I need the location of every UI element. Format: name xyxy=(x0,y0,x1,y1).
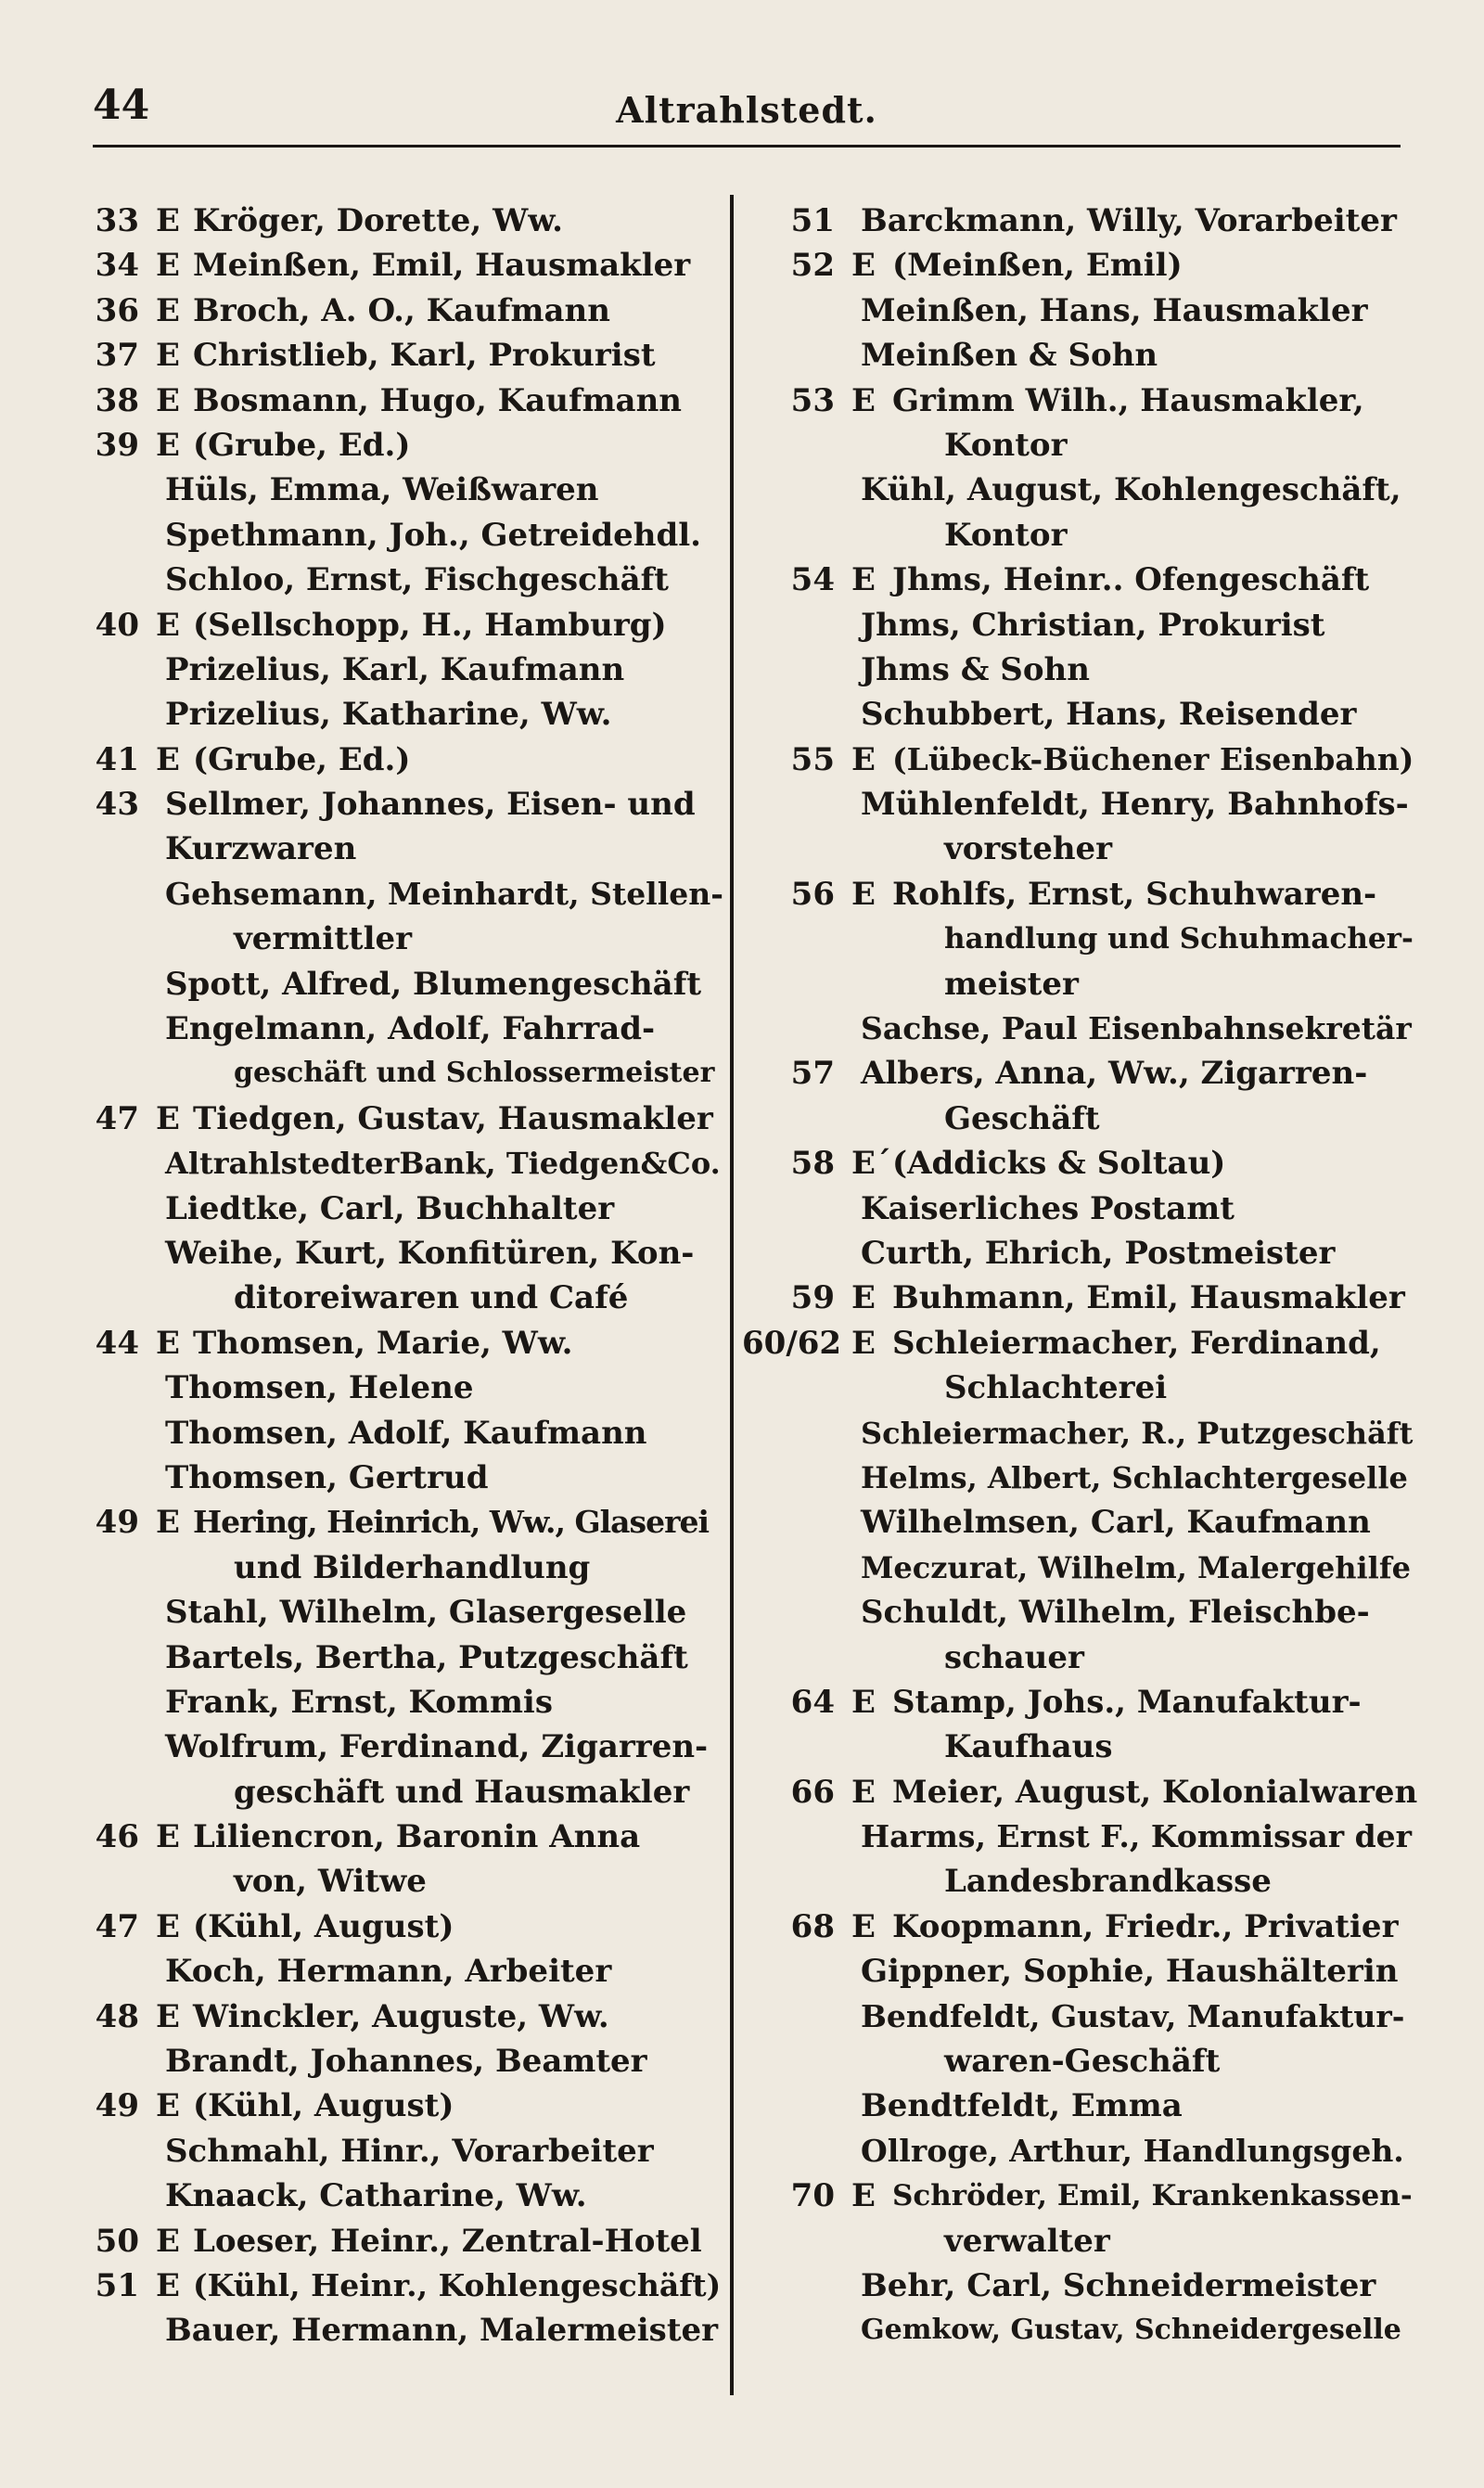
entry-text: Sachse, Paul Eisenbahnsekretär xyxy=(861,1010,1412,1047)
entry-text: handlung und Schuhmacher- xyxy=(944,922,1414,956)
entry-text: Schloo, Ernst, Fischgeschäft xyxy=(165,561,669,599)
entry-text: Wolfrum, Ferdinand, Zigarren- xyxy=(165,1728,709,1766)
directory-entry xyxy=(83,1500,723,1545)
entry-text: geschäft und Schlossermeister xyxy=(234,1057,715,1090)
house-number: 49 xyxy=(95,1504,139,1542)
entry-text: Behr, Carl, Schneidermeister xyxy=(861,2266,1376,2304)
directory-entry xyxy=(83,872,723,917)
owner-marker: E xyxy=(156,1504,180,1542)
entry-text: Schleiermacher, Ferdinand, xyxy=(892,1324,1381,1362)
directory-entry xyxy=(742,1051,1419,1096)
entry-text: Koopmann, Friedr., Privatier xyxy=(892,1907,1399,1945)
entry-text: Thomsen, Marie, Ww. xyxy=(193,1324,573,1362)
entry-text: Sellmer, Johannes, Eisen- und xyxy=(165,786,696,824)
entry-text: Kaiserliches Postamt xyxy=(861,1189,1235,1227)
owner-marker: E xyxy=(156,2087,180,2125)
directory-entry xyxy=(742,1186,1419,1231)
entry-text: Thomsen, Gertrud xyxy=(165,1458,489,1496)
owner-marker: E xyxy=(156,2266,180,2304)
entry-text: Schlachterei xyxy=(944,1369,1168,1407)
directory-entry xyxy=(742,1859,1419,1904)
entry-text: Liliencron, Baronin Anna xyxy=(193,1818,641,1856)
house-number: 49 xyxy=(95,2087,139,2125)
directory-entry xyxy=(742,243,1419,288)
directory-entry xyxy=(742,737,1419,782)
entry-text: (Kühl, August) xyxy=(193,1907,454,1945)
house-number: 37 xyxy=(95,337,139,375)
directory-entry xyxy=(742,1770,1419,1815)
entry-text: Meinßen & Sohn xyxy=(861,337,1158,375)
entry-text: Bendfeldt, Gustav, Manufaktur- xyxy=(861,1997,1405,2034)
entry-text: (Grube, Ed.) xyxy=(193,740,411,778)
entry-text: Weihe, Kurt, Konfitüren, Kon- xyxy=(165,1234,695,1272)
entry-text: Jhms & Sohn xyxy=(861,650,1090,688)
house-number: 53 xyxy=(790,381,835,419)
directory-entry xyxy=(742,1097,1419,1141)
house-number: 66 xyxy=(790,1773,835,1811)
directory-entry xyxy=(83,2084,723,2128)
house-number: 33 xyxy=(95,202,139,239)
house-number: 57 xyxy=(790,1055,835,1093)
directory-entry xyxy=(83,1141,723,1186)
entry-text: Mühlenfeldt, Henry, Bahnhofs- xyxy=(861,786,1409,824)
entry-text: AltrahlstedterBank, Tiedgen&Co. xyxy=(165,1146,721,1182)
directory-entry xyxy=(742,1545,1419,1590)
entry-text: Spethmann, Joh., Getreidehdl. xyxy=(165,516,701,554)
entry-text: vorsteher xyxy=(944,830,1113,868)
entry-text: Schmahl, Hinr., Vorarbeiter xyxy=(165,2132,654,2170)
entry-text: Gemkow, Gustav, Schneidergeselle xyxy=(861,2314,1401,2347)
entry-text: Barckmann, Willy, Vorarbeiter xyxy=(861,202,1397,239)
directory-entry xyxy=(742,692,1419,737)
entry-text: Geschäft xyxy=(944,1099,1100,1137)
directory-entry xyxy=(742,782,1419,827)
directory-entry xyxy=(742,872,1419,917)
entry-text: Stahl, Wilhelm, Glasergeselle xyxy=(165,1594,687,1632)
directory-entry xyxy=(742,378,1419,423)
owner-marker: E xyxy=(851,381,876,419)
directory-entry xyxy=(83,378,723,423)
house-number: 52 xyxy=(790,247,835,285)
directory-entry xyxy=(83,1366,723,1410)
entry-text: Schubbert, Hans, Reisender xyxy=(861,696,1357,734)
owner-marker: E xyxy=(156,202,180,239)
owner-marker: E xyxy=(851,1907,876,1945)
directory-entry xyxy=(83,603,723,648)
directory-entry xyxy=(83,1456,723,1500)
entry-text: (Kühl, Heinr., Kohlengeschäft) xyxy=(193,2266,722,2303)
directory-entry xyxy=(742,2084,1419,2128)
directory-entry xyxy=(742,468,1419,512)
directory-entry xyxy=(83,289,723,333)
directory-entry xyxy=(83,737,723,782)
directory-entry xyxy=(83,333,723,378)
entry-text: Meinßen, Emil, Hausmakler xyxy=(193,247,691,285)
house-number: 54 xyxy=(790,561,835,599)
directory-entry xyxy=(742,333,1419,378)
house-number: 41 xyxy=(95,740,139,778)
directory-entry xyxy=(83,1949,723,1994)
entry-text: Grimm Wilh., Hausmakler, xyxy=(892,381,1364,419)
owner-marker: E xyxy=(156,1997,180,2035)
directory-entry xyxy=(83,1994,723,2039)
right-column xyxy=(742,199,1419,2353)
owner-marker: E xyxy=(156,606,180,644)
directory-entry xyxy=(83,1904,723,1949)
directory-entry xyxy=(83,468,723,512)
entry-text: Albers, Anna, Ww., Zigarren- xyxy=(861,1055,1368,1093)
house-number: 60/62 xyxy=(742,1324,842,1362)
directory-entry xyxy=(742,2219,1419,2264)
left-column xyxy=(83,199,723,2353)
directory-entry xyxy=(83,962,723,1007)
entry-text: Spott, Alfred, Blumengeschäft xyxy=(165,965,702,1003)
entry-text: Bauer, Hermann, Malermeister xyxy=(165,2312,719,2350)
directory-entry xyxy=(742,603,1419,648)
owner-marker: E xyxy=(851,1773,876,1811)
directory-entry xyxy=(83,782,723,827)
directory-entry xyxy=(83,1051,723,1096)
directory-entry xyxy=(83,1231,723,1276)
entry-text: Landesbrandkasse xyxy=(944,1863,1272,1901)
directory-entry xyxy=(742,1411,1419,1456)
entry-text: Wilhelmsen, Carl, Kaufmann xyxy=(861,1504,1371,1542)
owner-marker: E xyxy=(156,1099,180,1137)
entry-text: (Grube, Ed.) xyxy=(193,426,411,464)
house-number: 64 xyxy=(790,1683,835,1721)
entry-text: Kaufhaus xyxy=(944,1728,1113,1766)
house-number: 55 xyxy=(790,740,835,778)
directory-entry xyxy=(742,2129,1419,2174)
directory-entry xyxy=(742,2174,1419,2218)
directory-entry xyxy=(83,1635,723,1680)
owner-marker: E xyxy=(156,337,180,375)
owner-marker: E xyxy=(156,426,180,464)
entry-text: waren-Geschäft xyxy=(944,2043,1221,2081)
entry-text: vermittler xyxy=(234,920,413,958)
entry-text: Brandt, Johannes, Beamter xyxy=(165,2043,647,2081)
directory-entry xyxy=(83,1680,723,1725)
directory-entry xyxy=(742,1949,1419,1994)
directory-entry xyxy=(83,1007,723,1051)
directory-entry xyxy=(742,1321,1419,1366)
entry-text: Bendtfeldt, Emma xyxy=(861,2087,1183,2125)
entry-text: schauer xyxy=(944,1638,1084,1676)
owner-marker: E xyxy=(156,291,180,329)
directory-entry xyxy=(742,648,1419,692)
entry-text: Schuldt, Wilhelm, Fleischbe- xyxy=(861,1594,1370,1632)
directory-entry xyxy=(83,1815,723,1859)
owner-marker: E xyxy=(851,740,876,778)
entry-text: ditoreiwaren und Café xyxy=(234,1279,629,1317)
owner-marker: E xyxy=(851,1683,876,1721)
entry-text: Buhmann, Emil, Hausmakler xyxy=(892,1279,1405,1317)
directory-entry xyxy=(742,1007,1419,1051)
entry-text: Meier, August, Kolonialwaren xyxy=(892,1773,1418,1811)
entry-text: Kühl, August, Kohlengeschäft, xyxy=(861,471,1401,509)
house-number: 43 xyxy=(95,786,139,824)
directory-entry xyxy=(83,1725,723,1769)
directory-entry xyxy=(742,289,1419,333)
directory-entry xyxy=(742,962,1419,1007)
owner-marker: E xyxy=(156,381,180,419)
entry-text: (Kühl, August) xyxy=(193,2087,454,2125)
directory-entry xyxy=(83,199,723,243)
directory-entry xyxy=(742,1994,1419,2039)
entry-text: Schröder, Emil, Krankenkassen- xyxy=(892,2179,1413,2213)
entry-text: Gehsemann, Meinhardt, Stellen- xyxy=(165,875,723,912)
entry-text: Winckler, Auguste, Ww. xyxy=(193,1997,609,2035)
directory-entry xyxy=(742,1815,1419,1859)
owner-marker: E xyxy=(156,2222,180,2260)
entry-text: Bosmann, Hugo, Kaufmann xyxy=(193,381,683,419)
page-header xyxy=(93,80,1401,147)
directory-entry xyxy=(83,2219,723,2264)
directory-entry xyxy=(83,243,723,288)
entry-text: Kontor xyxy=(944,516,1068,554)
owner-marker: E xyxy=(851,1324,876,1362)
directory-entry xyxy=(83,1770,723,1815)
directory-entry xyxy=(83,1321,723,1366)
entry-text: Kurzwaren xyxy=(165,830,357,868)
entry-text: geschäft und Hausmakler xyxy=(234,1773,690,1811)
entry-text: (Lübeck-Büchener Eisenbahn) xyxy=(892,740,1414,777)
entry-text: von, Witwe xyxy=(234,1863,427,1901)
directory-entry xyxy=(83,1859,723,1904)
entry-text: Frank, Ernst, Kommis xyxy=(165,1683,553,1721)
entry-text: Meinßen, Hans, Hausmakler xyxy=(861,291,1368,329)
directory-entry xyxy=(742,2308,1419,2353)
owner-marker: E xyxy=(156,247,180,285)
directory-entry xyxy=(742,199,1419,243)
directory-entry xyxy=(742,2039,1419,2084)
house-number: 68 xyxy=(790,1907,835,1945)
entry-text: Jhms, Heinr.. Ofengeschäft xyxy=(892,561,1370,599)
directory-entry xyxy=(742,2264,1419,2308)
directory-entry xyxy=(83,917,723,961)
directory-entry xyxy=(742,558,1419,602)
directory-entry xyxy=(83,1590,723,1635)
house-number: 39 xyxy=(95,426,139,464)
entry-text: Christlieb, Karl, Prokurist xyxy=(193,337,656,375)
directory-entry xyxy=(83,1186,723,1231)
page-title: Altrahlstedt. xyxy=(616,89,877,131)
entry-text: Hüls, Emma, Weißwaren xyxy=(165,471,599,509)
entry-text: Curth, Ehrich, Postmeister xyxy=(861,1234,1336,1272)
entry-text: Broch, A. O., Kaufmann xyxy=(193,291,610,329)
entry-text: Engelmann, Adolf, Fahrrad- xyxy=(165,1010,656,1048)
entry-text: Stamp, Johs., Manufaktur- xyxy=(892,1683,1362,1721)
column-divider xyxy=(730,195,734,2395)
entry-text: Rohlfs, Ernst, Schuhwaren- xyxy=(892,875,1377,913)
directory-entry xyxy=(83,513,723,558)
entry-text: (Addicks & Soltau) xyxy=(892,1145,1226,1183)
house-number: 36 xyxy=(95,291,139,329)
directory-entry xyxy=(742,423,1419,468)
directory-entry xyxy=(83,2039,723,2084)
house-number: 38 xyxy=(95,381,139,419)
directory-entry xyxy=(83,648,723,692)
entry-text: Thomsen, Adolf, Kaufmann xyxy=(165,1414,647,1452)
directory-entry xyxy=(83,1097,723,1141)
owner-marker: E xyxy=(156,740,180,778)
directory-entry xyxy=(742,1141,1419,1186)
entry-text: und Bilderhandlung xyxy=(234,1548,591,1586)
entry-text: Prizelius, Karl, Kaufmann xyxy=(165,650,625,688)
owner-marker: E xyxy=(851,2177,876,2215)
directory-entry xyxy=(742,1904,1419,1949)
directory-entry xyxy=(83,2308,723,2353)
directory-entry xyxy=(742,1366,1419,1410)
directory-entry xyxy=(742,917,1419,961)
directory-entry xyxy=(83,2264,723,2308)
house-number: 34 xyxy=(95,247,139,285)
entry-text: Meczurat, Wilhelm, Malergehilfe xyxy=(861,1549,1411,1585)
house-number: 47 xyxy=(95,1099,139,1137)
entry-text: (Meinßen, Emil) xyxy=(892,247,1183,285)
entry-text: Knaack, Catharine, Ww. xyxy=(165,2177,587,2215)
owner-marker: E xyxy=(156,1818,180,1856)
directory-entry xyxy=(83,558,723,602)
owner-marker: E xyxy=(851,875,876,913)
entry-text: Schleiermacher, R., Putzgeschäft xyxy=(861,1415,1414,1451)
directory-entry xyxy=(83,2129,723,2174)
entry-text: Jhms, Christian, Prokurist xyxy=(861,606,1325,644)
entry-text: Helms, Albert, Schlachtergeselle xyxy=(861,1459,1408,1495)
directory-entry xyxy=(83,423,723,468)
house-number: 70 xyxy=(790,2177,835,2215)
entry-text: (Sellschopp, H., Hamburg) xyxy=(193,606,667,644)
entry-text: Prizelius, Katharine, Ww. xyxy=(165,696,612,734)
directory-entry xyxy=(742,1276,1419,1320)
directory-entry xyxy=(742,1680,1419,1725)
entry-text: Kröger, Dorette, Ww. xyxy=(193,202,563,239)
house-number: 46 xyxy=(95,1818,139,1856)
directory-entry xyxy=(83,1276,723,1320)
owner-marker: E xyxy=(851,1279,876,1317)
entry-text: Tiedgen, Gustav, Hausmakler xyxy=(193,1099,713,1137)
directory-entry xyxy=(742,1456,1419,1500)
house-number: 48 xyxy=(95,1997,139,2035)
house-number: 56 xyxy=(790,875,835,913)
entry-text: Loeser, Heinr., Zentral-Hotel xyxy=(193,2222,702,2260)
entry-text: Ollroge, Arthur, Handlungsgeh. xyxy=(861,2132,1404,2169)
entry-text: Harms, Ernst F., Kommissar der xyxy=(861,1818,1413,1855)
house-number: 59 xyxy=(790,1279,835,1317)
entry-text: Koch, Hermann, Arbeiter xyxy=(165,1953,612,1991)
entry-text: verwalter xyxy=(944,2222,1110,2260)
entry-text: Kontor xyxy=(944,426,1068,464)
page-number: 44 xyxy=(93,82,150,129)
entry-text: Bartels, Bertha, Putzgeschäft xyxy=(165,1638,688,1676)
house-number: 51 xyxy=(95,2266,139,2304)
directory-entry xyxy=(742,1590,1419,1635)
directory-entry xyxy=(742,513,1419,558)
entry-text: Thomsen, Helene xyxy=(165,1369,474,1407)
house-number: 47 xyxy=(95,1907,139,1945)
entry-text: Liedtke, Carl, Buchhalter xyxy=(165,1189,615,1227)
entry-text: Hering, Heinrich, Ww., Glaserei xyxy=(193,1504,710,1541)
directory-entry xyxy=(83,1545,723,1590)
house-number: 44 xyxy=(95,1324,139,1362)
house-number: 40 xyxy=(95,606,139,644)
directory-entry xyxy=(83,2174,723,2218)
owner-marker: E´ xyxy=(851,1145,891,1183)
owner-marker: E xyxy=(851,561,876,599)
entry-text: Gippner, Sophie, Haushälterin xyxy=(861,1953,1399,1991)
directory-entry xyxy=(742,1725,1419,1769)
directory-entry xyxy=(83,827,723,871)
owner-marker: E xyxy=(156,1324,180,1362)
house-number: 50 xyxy=(95,2222,139,2260)
house-number: 58 xyxy=(790,1145,835,1183)
directory-entry xyxy=(83,1411,723,1456)
directory-entry xyxy=(742,827,1419,871)
house-number: 51 xyxy=(790,202,835,239)
directory-entry xyxy=(742,1231,1419,1276)
owner-marker: E xyxy=(156,1907,180,1945)
directory-entry xyxy=(742,1500,1419,1545)
entry-text: meister xyxy=(944,965,1079,1003)
owner-marker: E xyxy=(851,247,876,285)
directory-entry xyxy=(742,1635,1419,1680)
directory-entry xyxy=(83,692,723,737)
